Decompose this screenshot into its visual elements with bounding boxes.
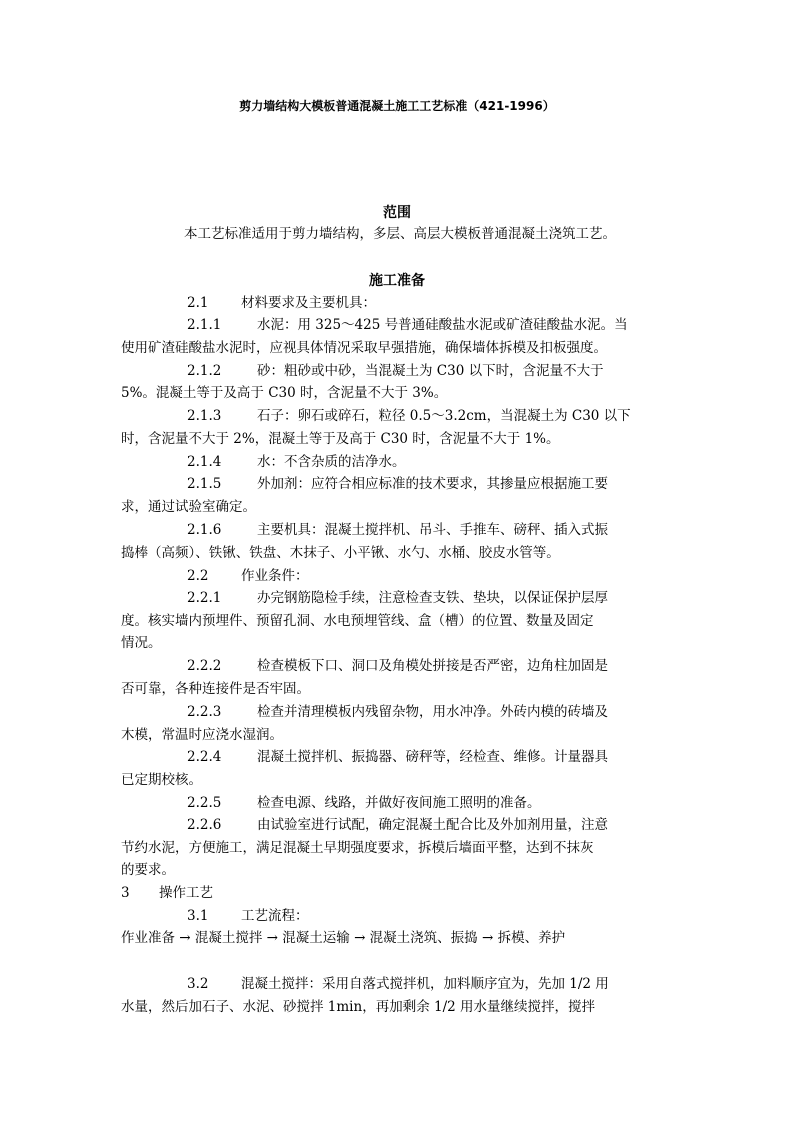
- section-2-2-6-line-2: 节约水泥，方便施工，满足混凝土早期强度要求，拆模后墙面平整，达到不抹灰: [121, 840, 594, 856]
- section-number: 2.2.2: [187, 658, 222, 674]
- section-number: 3.1: [187, 908, 209, 924]
- section-number: 2.1.3: [187, 408, 222, 424]
- section-2-2-1-line-2: 度。核实墙内预埋件、预留孔洞、水电预埋管线、盒（槽）的位置、数量及固定: [121, 613, 594, 629]
- section-2-2-2-line-1: [187, 657, 608, 675]
- section-number: 2.1.1: [187, 317, 222, 333]
- section-2-1-3-line-2: 时，含泥量不大于 2%，混凝土等于及高于 C30 时，含泥量不大于 1%。: [121, 431, 560, 447]
- section-3-2-line-1: [187, 975, 609, 993]
- section-2-2-5: [187, 794, 541, 812]
- section-number: 2.1.6: [187, 522, 222, 538]
- section-number: 3: [121, 885, 130, 901]
- section-text: 石子：卵石或碎石，粒径 0.5～3.2cm，当混凝土为 C30 以下: [257, 408, 631, 424]
- section-2-2-1-line-3: 情况。: [121, 635, 162, 651]
- section-text: 由试验室进行试配，确定混凝土配合比及外加剂用量，注意: [257, 817, 608, 833]
- scope-paragraph: 本工艺标准适用于剪力墙结构，多层、高层大模板普通混凝土浇筑工艺。: [184, 226, 616, 242]
- section-2-1-6-line-2: 捣棒（高频）、铁锹、铁盘、木抹子、小平锹、水勺、水桶、胶皮水管等。: [121, 545, 560, 561]
- section-text: 水泥：用 325～425 号普通硅酸盐水泥或矿渣硅酸盐水泥。当: [257, 317, 628, 333]
- section-number: 2.2: [187, 568, 209, 584]
- section-2-1-2-line-2: 5%。混凝土等于及高于 C30 时，含泥量不大于 3%。: [121, 385, 448, 401]
- section-text: 操作工艺: [159, 885, 213, 901]
- document-title: 剪力墙结构大模板普通混凝土施工工艺标准（421-1996）: [239, 99, 555, 113]
- section-number: 2.1.2: [187, 363, 222, 379]
- section-3-1: [187, 907, 309, 925]
- section-2-1-2-line-1: [187, 362, 604, 380]
- section-text: 混凝土搅拌：采用自落式搅拌机，加料顺序宜为，先加 1/2 用: [241, 976, 609, 992]
- section-2-1-5-line-2: 求，通过试验室确定。: [121, 499, 256, 515]
- heading-scope: 范围: [383, 205, 411, 221]
- section-number: 2.2.1: [187, 590, 222, 606]
- section-2-2-1-line-1: [187, 589, 608, 607]
- section-text: 办完钢筋隐检手续，注意检查支铁、垫块，以保证保护层厚: [257, 590, 608, 606]
- section-text: 检查模板下口、洞口及角模处拼接是否严密，边角柱加固是: [257, 658, 608, 674]
- section-2-2-4-line-2: 已定期校核。: [121, 772, 202, 788]
- section-2-2-4-line-1: [187, 748, 608, 766]
- section-text: 作业条件：: [241, 568, 309, 584]
- section-3: [121, 884, 213, 902]
- section-2-1: [187, 294, 376, 312]
- section-text: 检查并清理模板内残留杂物，用水冲净。外砖内模的砖墙及: [257, 704, 608, 720]
- section-number: 2.1.4: [187, 454, 222, 470]
- section-text: 水：不含杂质的洁净水。: [257, 454, 406, 470]
- section-text: 混凝土搅拌机、振捣器、磅秤等，经检查、维修。计量器具: [257, 749, 608, 765]
- section-number: 2.2.5: [187, 795, 222, 811]
- section-text: 工艺流程：: [241, 908, 309, 924]
- heading-preparation: 施工准备: [369, 273, 425, 289]
- section-number: 2.2.4: [187, 749, 222, 765]
- section-2-2-6-line-3: 的要求。: [121, 862, 175, 878]
- section-2-2-3-line-2: 木模，常温时应浇水湿润。: [121, 727, 283, 743]
- section-text: 材料要求及主要机具：: [241, 295, 376, 311]
- section-2-1-1-line-2: 使用矿渣硅酸盐水泥时，应视具体情况采取早强措施，确保墙体拆模及扣板强度。: [121, 340, 607, 356]
- section-number: 2.1: [187, 295, 209, 311]
- section-2-2-3-line-1: [187, 703, 608, 721]
- section-2-2-2-line-2: 否可靠，各种连接件是否牢固。: [121, 681, 310, 697]
- section-2-1-5-line-1: [187, 475, 608, 493]
- section-2-1-4: [187, 453, 406, 471]
- section-2-2-6-line-1: [187, 816, 608, 834]
- section-number: 2.2.6: [187, 817, 222, 833]
- section-3-2-line-2: 水量，然后加石子、水泥、砂搅拌 1min，再加剩余 1/2 用水量继续搅拌，搅拌: [121, 999, 596, 1015]
- section-number: 2.2.3: [187, 704, 222, 720]
- section-2-1-1-line-1: [187, 316, 628, 334]
- section-text: 外加剂：应符合相应标准的技术要求，其掺量应根据施工要: [257, 476, 608, 492]
- process-flow: 作业准备 → 混凝土搅拌 → 混凝土运输 → 混凝土浇筑、振捣 → 拆模、养护: [121, 930, 566, 946]
- section-2-1-6-line-1: [187, 521, 608, 539]
- section-number: 2.1.5: [187, 476, 222, 492]
- section-text: 砂：粗砂或中砂，当混凝土为 C30 以下时，含泥量不大于: [257, 363, 604, 379]
- section-number: 3.2: [187, 976, 209, 992]
- section-2-1-3-line-1: [187, 407, 631, 425]
- section-text: 主要机具：混凝土搅拌机、吊斗、手推车、磅秤、插入式振: [257, 522, 608, 538]
- section-text: 检查电源、线路，并做好夜间施工照明的准备。: [257, 795, 541, 811]
- section-2-2: [187, 567, 309, 585]
